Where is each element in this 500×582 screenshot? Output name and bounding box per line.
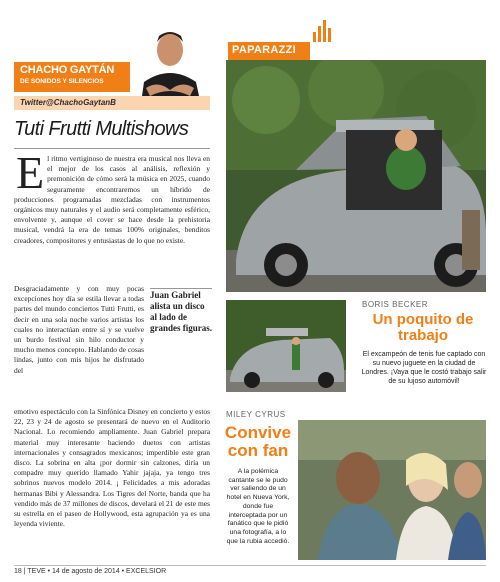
column-paragraph-1: l ritmo vertiginoso de nuestra era musical nos lleva en el mejor de los casos al análisis, reflexión y premonición de cómo será la música en 2025, cuando seguramente encontraremos un híbrido de producciones programadas mezcladas con instrumentos orgánicos muy naturales y el audio será completamente esférico, envolvente y, aunque el cover se hace desde la prehistoria musical, vendrá la era de temas 100% originales, benditos creadores, compositores y entusiastas de lo que no existe. — [14, 154, 210, 245]
twitter-handle: Twitter@ChachoGaytanB — [20, 98, 116, 107]
becker-caption: El excampeón de tenis fue captado con su nuevo juguete en la ciudad de Londres. ¡Vaya que le costó trabajo salir de su lujoso automóvil! — [361, 351, 487, 385]
becker-car-small-photo — [226, 300, 346, 392]
columnist-name: CHACHO GAYTÁN — [20, 64, 115, 76]
section-tag: PAPARAZZI — [232, 44, 297, 56]
becker-car-photo — [226, 60, 486, 292]
column-title: Tuti Frutti Multishows — [14, 118, 189, 140]
column-text-end — [14, 407, 210, 557]
miley-fan-photo — [298, 420, 486, 560]
column-paragraph-2: Desgraciadamente y con muy pocas excepciones hoy día se estila llevar a todas partes del mundo conciertos Tutti Frutti, es decir en una sola noche varios artistas los cuales no interactúan entre sí y se vuelve un burdo festival sin hilo conductor y mucho menos concepto. Hablando de cosas lindas, junto con mis hijos he disfrutado del — [14, 284, 144, 375]
bars-logo-icon — [312, 20, 332, 42]
pullquote-text: Juan Gabriel alista un disco al lado de grandes figuras. — [150, 290, 213, 333]
miley-label: MILEY CYRUS — [226, 410, 286, 419]
pullquote — [150, 290, 212, 334]
miley-headline — [222, 424, 294, 460]
column-paragraph-3: emotivo espectáculo con la Sinfónica Disney en concierto y estos 22, 23 y 24 de agosto se presentará de nuevo en el Auditorio Nacional. Lo recomiendo ampliamente. Juan Gabriel prepara material muy interesante haciendo duetos con artistas internacionales y consagrados mexicanos; imperdible este gran disco. La sobrina en alta ¡por dormir sin calzones, diría un compadre muy querido llamado Yahir jajaja, ya tengo tres sobrinos nuevos modelo 2014. ¡ Felicidades a mis adoradas hermanas Bibi y Alessandra. Los Tigres del Norte, banda que ha vendido más de 37 millones de discos, develará el 21 de este mes su estrella en el paseo de Hollywood, esta agrupación ya es una leyenda viviente. — [14, 407, 210, 529]
column-text-intro — [14, 154, 210, 284]
becker-headline: Un poquito de trabajo — [372, 311, 474, 344]
miley-caption: A la polémica cantante se le pudo ver saliendo de un hotel en Nueva York, donde fue interceptada por un fanático que le pidió una fotografía, a lo que la rubia accedió. — [226, 468, 290, 545]
miley-headline-line-2: con fan — [227, 441, 289, 460]
footer-divider — [14, 565, 486, 566]
becker-label: BORIS BECKER — [362, 300, 429, 309]
page-footer: 18 | TEVE • 14 de agosto de 2014 • EXCELSIOR — [14, 568, 167, 575]
column-text-middle — [14, 284, 144, 407]
drop-cap: E — [16, 154, 45, 198]
columnist-subtitle: DE SONIDOS Y SILENCIOS — [20, 78, 104, 85]
pullquote-divider — [150, 288, 212, 289]
miley-headline-line-1: Convive — [224, 423, 292, 442]
title-divider — [14, 148, 210, 149]
